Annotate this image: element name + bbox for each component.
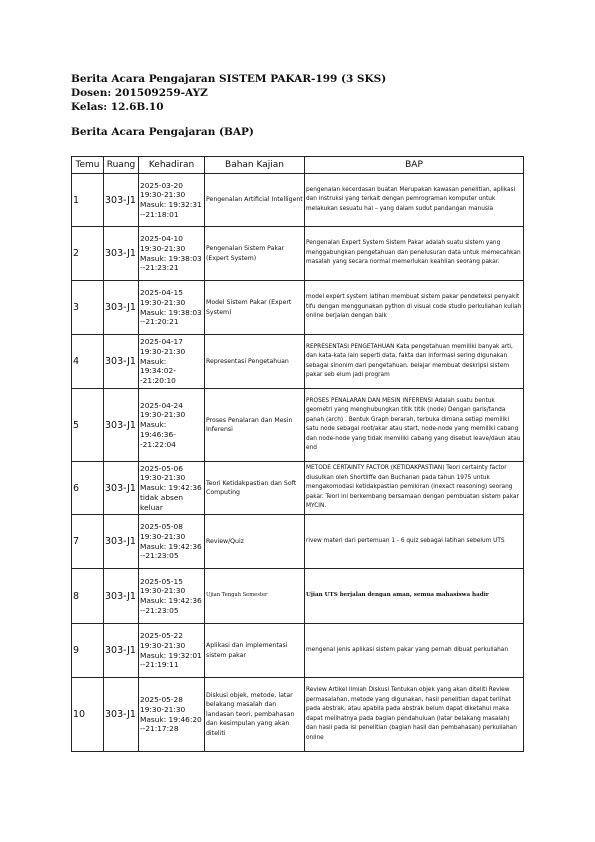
- table-row: [72, 281, 524, 335]
- table-row: [72, 462, 524, 515]
- cell-kehadiran: 2025-03-20 19:30-21:30 Masuk: 19:32:31 --21:18:01: [139, 174, 205, 227]
- table-row: [72, 624, 524, 678]
- header-bap: BAP: [305, 157, 524, 174]
- cell-bap: mengenal jenis aplikasi sistem pakar yang pernah dibuat perkuliahan: [305, 624, 524, 678]
- cell-ruang: 303-J1: [104, 335, 139, 389]
- cell-bahan-kajian: Review/Quiz: [205, 515, 305, 569]
- cell-ruang: 303-J1: [104, 515, 139, 569]
- class-line: Kelas: 12.6B.10: [71, 101, 164, 113]
- document-header: [71, 72, 386, 114]
- cell-kehadiran: 2025-05-15 19:30-21:30 Masuk: 19:42:36 --21:23:05: [139, 569, 205, 624]
- table-row: [72, 569, 524, 624]
- table-header-row: [72, 157, 524, 174]
- cell-bap: Ujian UTS berjalan dengan aman, semua mahasiswa hadir: [305, 569, 524, 624]
- cell-bap: model expert system latihan membuat sistem pakar pendeteksi penyakit tifu dengan menggunakan python di visual code studio perkuliahan kuliah online berjalan dengan baik: [305, 281, 524, 335]
- section-title: Berita Acara Pengajaran (BAP): [71, 126, 254, 138]
- cell-temu: 7: [72, 515, 104, 569]
- cell-bahan-kajian: Proses Penalaran dan Mesin Inferensi: [205, 389, 305, 462]
- cell-temu: 6: [72, 462, 104, 515]
- table-row: [72, 678, 524, 752]
- cell-ruang: 303-J1: [104, 624, 139, 678]
- bap-table: [71, 156, 524, 752]
- cell-temu: 2: [72, 227, 104, 281]
- cell-ruang: 303-J1: [104, 174, 139, 227]
- cell-kehadiran: 2025-04-10 19:30-21:30 Masuk: 19:38:03 --21:23:21: [139, 227, 205, 281]
- cell-bahan-kajian: Pengenalan Artificial Intelligent: [205, 174, 305, 227]
- cell-bap: METODE CERTAINTY FACTOR (KETIDAKPASTIAN) Teori certainty factor diusulkan oleh Shortliffe dan Buchanan pada tahun 1975 untuk mengakomodasi ketidakpastian pemikiran (inexact reasoning) seorang pakar. Teori ini berkembang bersamaan dengan pembuatan sistem pakar MYCIN.: [305, 462, 524, 515]
- cell-ruang: 303-J1: [104, 678, 139, 752]
- cell-ruang: 303-J1: [104, 462, 139, 515]
- cell-temu: 4: [72, 335, 104, 389]
- cell-bap: Pengenalan Expert System Sistem Pakar adalah suatu sistem yang menggabungkan pengetahuan dan penelusuran data untuk memecahkan masalah yang secara normal memerlukan keahlian seorang pakar.: [305, 227, 524, 281]
- cell-kehadiran: 2025-05-28 19:30-21:30 Masuk: 19:46:20 --21:17:28: [139, 678, 205, 752]
- cell-kehadiran: 2025-05-06 19:30-21:30 Masuk: 19:42:36 tidak absen keluar: [139, 462, 205, 515]
- cell-ruang: 303-J1: [104, 389, 139, 462]
- course-title: Berita Acara Pengajaran SISTEM PAKAR-199 (3 SKS): [71, 73, 387, 85]
- cell-bahan-kajian: Ujian Tengah Semester: [205, 569, 305, 624]
- cell-bahan-kajian: Pengenalan Sistem Pakar (Expert System): [205, 227, 305, 281]
- header-bahan-kajian: Bahan Kajian: [205, 157, 305, 174]
- cell-bap: REPRESENTASI PENGETAHUAN Kata pengetahuan memiliki banyak arti, dan kata-kata lain seperti data, fakta dan informasi sering digunakan sebagai sinonim dari pengetahuan. belajar membuat deskripsi sistem pakar seb elum jadi program: [305, 335, 524, 389]
- cell-bap: rivew materi dari pertemuan 1 - 6 quiz sebagai latihan sebelum UTS: [305, 515, 524, 569]
- cell-kehadiran: 2025-04-17 19:30-21:30 Masuk: 19:34:02--21:20:10: [139, 335, 205, 389]
- table-row: [72, 515, 524, 569]
- header-ruang: Ruang: [104, 157, 139, 174]
- cell-bahan-kajian: Diskusi objek, metode, latar belakang masalah dan landasan teori, pembahasan dan kesimpulan yang akan diteliti: [205, 678, 305, 752]
- cell-temu: 5: [72, 389, 104, 462]
- cell-kehadiran: 2025-05-08 19:30-21:30 Masuk: 19:42:36 --21:23:05: [139, 515, 205, 569]
- cell-temu: 1: [72, 174, 104, 227]
- cell-bahan-kajian: Teori Ketidakpastian dan Soft Computing: [205, 462, 305, 515]
- cell-ruang: 303-J1: [104, 569, 139, 624]
- cell-ruang: 303-J1: [104, 227, 139, 281]
- cell-kehadiran: 2025-04-15 19:30-21:30 Masuk: 19:38:03 --21:20:21: [139, 281, 205, 335]
- cell-temu: 10: [72, 678, 104, 752]
- cell-bahan-kajian: Model Sistem Pakar (Expert System): [205, 281, 305, 335]
- cell-kehadiran: 2025-05-22 19:30-21:30 Masuk: 19:32:01 --21:19:11: [139, 624, 205, 678]
- header-temu: Temu: [72, 157, 104, 174]
- table-row: [72, 174, 524, 227]
- table-row: [72, 335, 524, 389]
- cell-bap: Review Artikel Ilmiah Diskusi Tentukan objek yang akan diteliti Review permasalahan, metode yang digunakan, hasil penelitian dapat terlihat pada abstrak, atau apabila pada abstrak belum dapat diketahui maka dapat melihatnya pada bagian pendahuluan (latar belakang masalah) dan hasil pada isi penelitian (bagian hasil dan pembahasan) perkuliahan online: [305, 678, 524, 752]
- table-row: [72, 227, 524, 281]
- cell-temu: 3: [72, 281, 104, 335]
- cell-temu: 9: [72, 624, 104, 678]
- lecturer-line: Dosen: 201509259-AYZ: [71, 87, 208, 99]
- cell-bap: pengenalan kecerdasan buatan Merupakan kawasan penelitian, aplikasi dan instruksi yang terkait dengan pemrograman komputer untuk melakukan sesuatu hal – yang dalam sudut pandangan manusia: [305, 174, 524, 227]
- table-row: [72, 389, 524, 462]
- header-kehadiran: Kehadiran: [139, 157, 205, 174]
- cell-bahan-kajian: Representasi Pengetahuan: [205, 335, 305, 389]
- cell-bap: PROSES PENALARAN DAN MESIN INFERENSI Adalah suatu bentuk geometri yang menghubungkan titik titik (node) Dengan garis/tanda panah (arch) . Bentuk Graph berarah, terbuka dimana setiap memiliki satu node sebagai root/akar atau start, node-node yang memiliki cabang dan node-node yang tidak memiliki cabang yang disebut leave/daun atau end: [305, 389, 524, 462]
- cell-temu: 8: [72, 569, 104, 624]
- cell-kehadiran: 2025-04-24 19:30-21:30 Masuk: 19:46:36--21:22:04: [139, 389, 205, 462]
- cell-bahan-kajian: Aplikasi dan implementasi sistem pakar: [205, 624, 305, 678]
- cell-ruang: 303-J1: [104, 281, 139, 335]
